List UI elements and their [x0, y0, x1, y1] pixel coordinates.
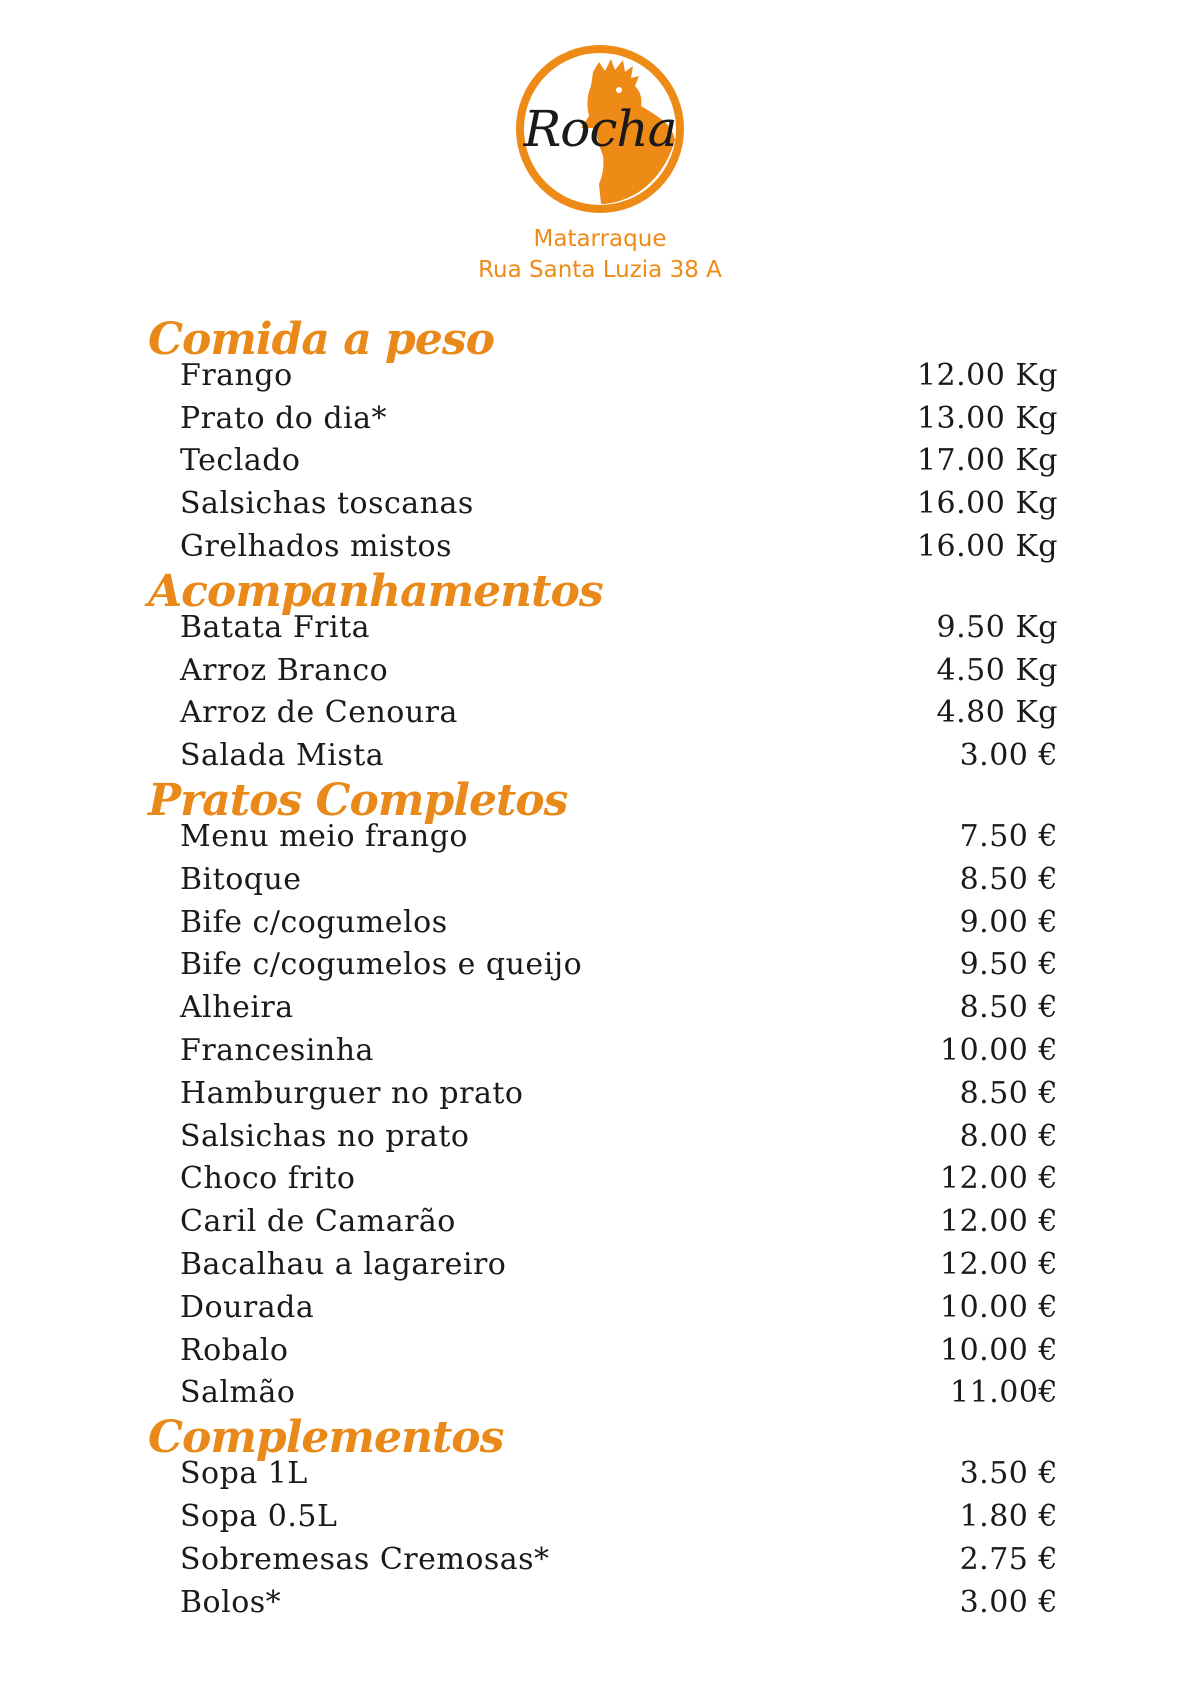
- item-name: Bife c/cogumelos e queijo: [180, 947, 583, 983]
- item-name: Arroz Branco: [180, 652, 389, 688]
- menu-item: [148, 354, 1058, 397]
- logo: [515, 44, 685, 214]
- item-name: Salsichas toscanas: [180, 486, 474, 522]
- item-price: 1.80 €: [959, 1499, 1058, 1535]
- section-title: Comida a peso: [148, 314, 494, 365]
- item-name: Salmão: [180, 1375, 296, 1411]
- menu-item: [148, 858, 1058, 901]
- menu-item: [148, 901, 1058, 944]
- menu-item: [148, 1115, 1058, 1158]
- item-price: 11.00€: [950, 1375, 1058, 1411]
- item-price: 7.50 €: [959, 819, 1058, 855]
- item-price: 12.00 €: [939, 1161, 1058, 1197]
- item-price: 3.00 €: [959, 738, 1058, 774]
- item-price: 12.00 €: [939, 1204, 1058, 1240]
- menu-item: [148, 1286, 1058, 1329]
- section-comida-a-peso: [148, 316, 1058, 568]
- menu-item: [148, 397, 1058, 440]
- item-price: 8.00 €: [959, 1118, 1058, 1154]
- item-price: 8.50 €: [959, 861, 1058, 897]
- menu-item: [148, 815, 1058, 858]
- item-name: Sobremesas Cremosas*: [180, 1541, 550, 1577]
- menu-item: [148, 1581, 1058, 1624]
- menu-item: [148, 440, 1058, 483]
- item-price: 12.00 €: [939, 1247, 1058, 1283]
- menu-item: [148, 649, 1058, 692]
- menu-item: [148, 734, 1058, 777]
- section-complementos: [148, 1414, 1058, 1623]
- item-name: Bolos*: [180, 1584, 282, 1620]
- item-name: Robalo: [180, 1332, 289, 1368]
- menu-item: [148, 1452, 1058, 1495]
- menu-item: [148, 1072, 1058, 1115]
- menu-item: [148, 1029, 1058, 1072]
- menu-item: [148, 986, 1058, 1029]
- menu-item: [148, 606, 1058, 649]
- item-name: Bife c/cogumelos: [180, 904, 448, 940]
- section-pratos-completos: [148, 777, 1058, 1414]
- item-price: 10.00 €: [939, 1033, 1058, 1069]
- menu-item: [148, 1495, 1058, 1538]
- item-name: Prato do dia*: [180, 400, 388, 436]
- item-price: 2.75 €: [959, 1541, 1058, 1577]
- item-name: Alheira: [180, 990, 294, 1026]
- menu-item: [148, 944, 1058, 987]
- item-name: Bacalhau a lagareiro: [180, 1247, 507, 1283]
- menu-item: [148, 1538, 1058, 1581]
- item-name: Arroz de Cenoura: [180, 695, 458, 731]
- item-price: 12.00 Kg: [916, 357, 1058, 393]
- item-price: 4.80 Kg: [936, 695, 1058, 731]
- item-price: 13.00 Kg: [916, 400, 1058, 436]
- section-acompanhamentos: [148, 565, 1058, 777]
- menu-item: [148, 1329, 1058, 1372]
- item-name: Salada Mista: [180, 738, 385, 774]
- section-title: Acompanhamentos: [148, 565, 603, 617]
- menu-item: [148, 482, 1058, 525]
- item-price: 9.00 €: [959, 904, 1058, 940]
- item-price: 8.50 €: [959, 990, 1058, 1026]
- item-price: 10.00 €: [939, 1289, 1058, 1325]
- item-price: 16.00 Kg: [916, 529, 1058, 565]
- menu: [148, 316, 1058, 1624]
- item-name: Bitoque: [180, 861, 302, 897]
- menu-item: [148, 525, 1058, 568]
- logo-text: Rocha: [523, 100, 677, 158]
- item-name: Grelhados mistos: [180, 529, 453, 565]
- item-price: 9.50 Kg: [936, 609, 1058, 645]
- item-name: Hamburguer no prato: [180, 1075, 524, 1111]
- item-name: Dourada: [180, 1289, 315, 1325]
- item-price: 4.50 Kg: [936, 652, 1058, 688]
- item-price: 17.00 Kg: [916, 443, 1058, 479]
- item-price: 8.50 €: [959, 1075, 1058, 1111]
- item-name: Choco frito: [180, 1161, 356, 1197]
- item-name: Frango: [180, 357, 293, 393]
- menu-item: [148, 1158, 1058, 1201]
- item-price: 10.00 €: [939, 1332, 1058, 1368]
- item-name: Menu meio frango: [180, 819, 468, 855]
- item-name: Sopa 0.5L: [180, 1499, 338, 1535]
- item-price: 3.50 €: [959, 1456, 1058, 1492]
- item-price: 9.50 €: [959, 947, 1058, 983]
- item-name: Sopa 1L: [180, 1456, 308, 1492]
- menu-item: [148, 692, 1058, 735]
- menu-item: [148, 1200, 1058, 1243]
- section-title: Pratos Completos: [148, 775, 568, 827]
- item-name: Batata Frita: [180, 609, 371, 645]
- item-name: Francesinha: [180, 1033, 374, 1069]
- item-price: 16.00 Kg: [916, 486, 1058, 522]
- section-title: Complementos: [148, 1412, 504, 1464]
- address-street: Rua Santa Luzia 38 A: [478, 257, 722, 283]
- address-locality: Matarraque: [533, 226, 667, 252]
- item-name: Caril de Camarão: [180, 1204, 456, 1240]
- menu-item: [148, 1372, 1058, 1415]
- item-name: Salsichas no prato: [180, 1118, 470, 1154]
- menu-item: [148, 1243, 1058, 1286]
- item-name: Teclado: [180, 443, 301, 479]
- item-price: 3.00 €: [959, 1584, 1058, 1620]
